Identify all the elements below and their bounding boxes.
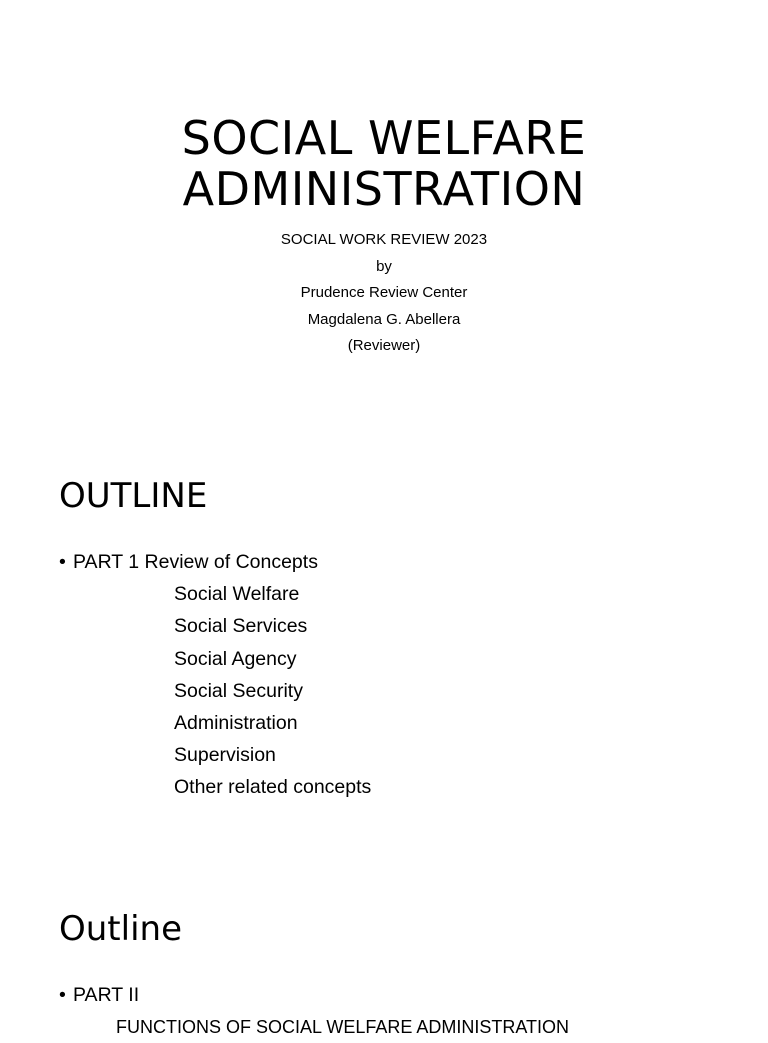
bullet-text: PART II <box>73 984 140 1006</box>
outline-slide-2 <box>0 880 768 1038</box>
list-item <box>59 546 371 578</box>
slide-subtitle <box>0 227 768 360</box>
bullet-icon: • <box>59 551 66 573</box>
subtitle-line: (Reviewer) <box>347 337 421 354</box>
sub-list-item: Supervision <box>174 744 276 767</box>
outline-list <box>59 546 371 804</box>
subtitle-line: Prudence Review Center <box>300 284 468 301</box>
subtitle-line: by <box>376 257 392 275</box>
slide-heading: OUTLINE <box>59 476 208 516</box>
bullet-icon: • <box>59 984 66 1006</box>
subtitle-line: SOCIAL WORK REVIEW 2023 <box>280 231 488 248</box>
list-item <box>59 979 569 1011</box>
title-line: ADMINISTRATION <box>182 162 586 216</box>
sub-list-item: Social Agency <box>174 647 297 670</box>
outline-slide-1 <box>0 440 768 860</box>
sub-list-item: Social Welfare <box>174 583 300 606</box>
slide-title <box>0 113 768 215</box>
bullet-text: PART 1 Review of Concepts <box>73 551 318 573</box>
sub-list-item: Social Services <box>174 615 308 638</box>
outline-list <box>59 979 569 1043</box>
sub-list-item: Social Security <box>174 679 303 702</box>
title-slide <box>0 0 768 420</box>
title-line: SOCIAL WELFARE <box>181 111 587 165</box>
sub-list-item: Other related concepts <box>174 776 372 799</box>
slide-heading: Outline <box>59 909 183 949</box>
sub-list-item: Administration <box>174 712 298 735</box>
subtitle-line: Magdalena G. Abellera <box>307 310 461 328</box>
sub-list-item: FUNCTIONS OF SOCIAL WELFARE ADMINISTRATION <box>116 1017 570 1038</box>
